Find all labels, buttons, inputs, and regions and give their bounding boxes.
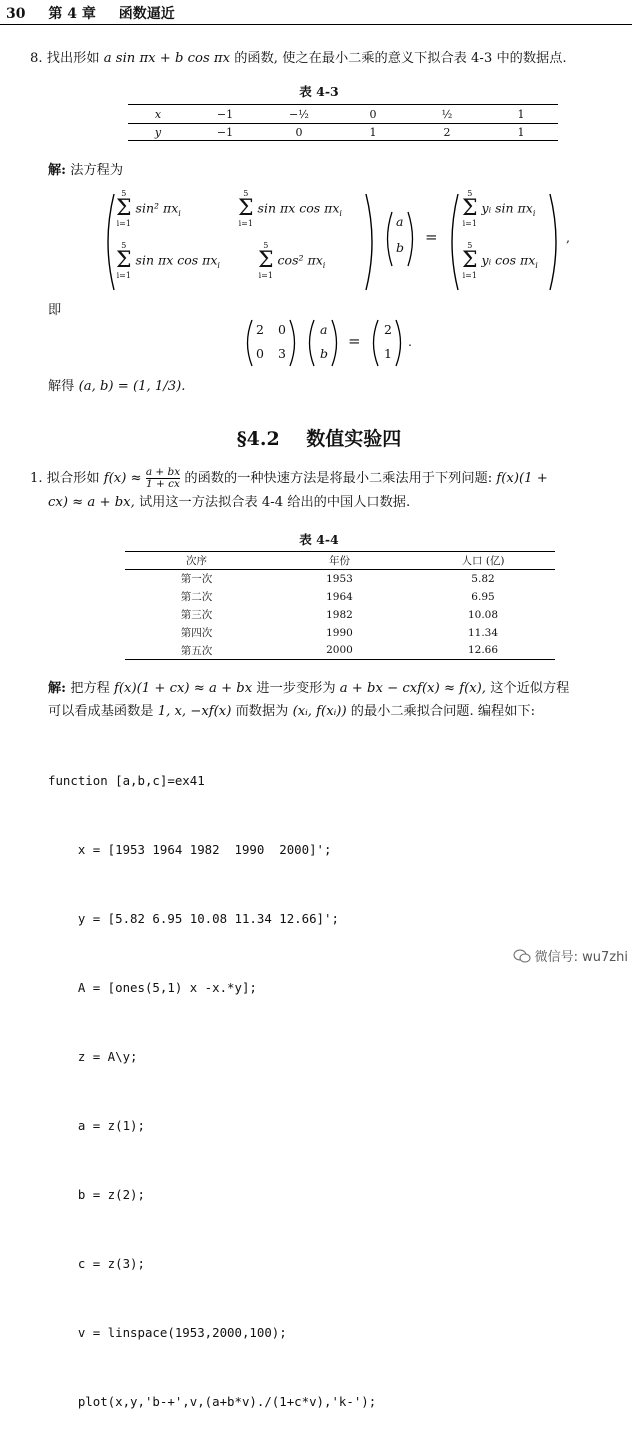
matrix-m22: 5 Σ i=1 cos² $\pi x_i$ <box>258 241 326 280</box>
right-paren-icon <box>394 318 406 368</box>
table-header-row: 次序 年份 人口 (亿) <box>125 552 555 570</box>
page-number: 30 <box>6 6 26 22</box>
table-4-3-caption: 表 4-3 <box>299 84 339 99</box>
code-line: x = [1953 1964 1982 1990 2000]'; <box>48 842 332 857</box>
ji-label: 即 <box>48 303 62 318</box>
code-line: plot(x,y,'b-+',v,(a+b*v)./(1+c*v),'k-'); <box>48 1394 377 1409</box>
right-paren-icon <box>330 318 342 368</box>
left-paren-icon <box>242 318 254 368</box>
matrix-m21: 5 Σ i=1 sin πx $\cos \pi x_i$ <box>116 241 220 280</box>
right-paren-icon <box>362 192 380 292</box>
page-header <box>6 3 193 23</box>
code-line: a = z(1); <box>48 1118 145 1133</box>
equals-sign: = <box>425 228 438 246</box>
left-paren-icon <box>382 210 394 268</box>
code-line: v = linspace(1953,2000,100); <box>48 1325 287 1340</box>
result-line: 解得 (a, b) = (1, 1/3). <box>48 379 186 394</box>
trailing-comma: , <box>566 230 570 245</box>
table-row: 第二次 1964 6.95 <box>180 590 495 603</box>
table-4-3 <box>128 104 558 141</box>
header-rule <box>0 24 632 25</box>
code-block <box>48 723 376 1436</box>
solution-8-intro: 解: 法方程为 <box>48 163 124 178</box>
chapter-label: 第 4 章 <box>48 6 96 22</box>
table-row: x −1 −½ 0 ½ 1 <box>128 105 558 124</box>
fraction: $\frac{a + bx}{1 + cx}$ <box>145 466 181 490</box>
table-4-4-caption: 表 4-4 <box>299 532 339 547</box>
right-paren-icon <box>406 210 418 268</box>
watermark-text: 微信号: wu7zhi <box>534 950 628 965</box>
table-row: 第五次 2000 12.66 <box>180 644 499 657</box>
code-line: b = z(2); <box>48 1187 145 1202</box>
chapter-title: 函数逼近 <box>118 6 175 22</box>
problem-1-line1: 1. 拟合形如 f(x) ≈ $\frac{a + bx}{1 + cx}$ 的函数的一种快速方法是将最小二乘法用于下列问题: f(x)(1 + <box>30 466 548 490</box>
matrix-m11: 5 Σ i=1 sin² $\pi x_i$ <box>116 189 181 228</box>
section-heading <box>0 424 638 451</box>
vec-a: a <box>396 214 404 229</box>
reduced-system: 2 0 0 3 a b = 2 1 . <box>242 318 442 370</box>
section-title: 数值实验四 <box>306 428 402 450</box>
table-4-4 <box>125 551 555 660</box>
watermark <box>513 946 628 965</box>
normal-equation <box>100 190 580 295</box>
problem-1-line2: cx) ≈ a + bx, 试用这一方法拟合表 4-4 给出的中国人口数据. <box>48 495 411 510</box>
table-row: 第一次 1953 5.82 <box>180 572 495 586</box>
rhs-r1: 5 Σ i=1 yᵢ $\sin \pi x_i$ <box>462 189 536 228</box>
matrix-m12: 5 Σ i=1 sin πx $\cos \pi x_i$ <box>238 189 342 228</box>
section-number: §4.2 <box>236 428 280 450</box>
left-paren-icon <box>304 318 316 368</box>
code-line: function [a,b,c]=ex41 <box>48 773 205 788</box>
code-line: c = z(3); <box>48 1256 145 1271</box>
code-line: A = [ones(5,1) x -x.*y]; <box>48 980 257 995</box>
table-row: 第三次 1982 10.08 <box>180 608 499 621</box>
code-line: y = [5.82 6.95 10.08 11.34 12.66]'; <box>48 911 339 926</box>
table-row: y −1 0 1 2 1 <box>154 125 525 139</box>
table-row: 第四次 1990 11.34 <box>180 626 499 639</box>
right-paren-icon <box>288 318 300 368</box>
left-paren-icon <box>368 318 380 368</box>
vec-b: b <box>396 240 405 255</box>
code-line: z = A\y; <box>48 1049 138 1064</box>
rhs-r2: 5 Σ i=1 yᵢ $\cos \pi x_i$ <box>462 241 538 280</box>
left-paren-icon <box>444 192 462 292</box>
right-paren-icon <box>546 192 564 292</box>
equals-sign: = <box>348 332 361 350</box>
formula: a sin πx + b cos πx <box>103 51 231 66</box>
solution-1-line2: 可以看成基函数是 1, x, −xf(x) 而数据为 (xᵢ, f(xᵢ)) 的最小二乘拟合问题. 编程如下: <box>48 704 536 719</box>
problem-8-statement: 8. 找出形如 a sin πx + b cos πx 的函数, 使之在最小二乘的意义下拟合表 4-3 中的数据点. <box>30 51 567 66</box>
solution-1-line1: 解: 把方程 f(x)(1 + cx) ≈ a + bx 进一步变形为 a + bx − cxf(x) ≈ f(x), 这个近似方程 <box>48 681 570 696</box>
wechat-icon <box>513 949 531 963</box>
